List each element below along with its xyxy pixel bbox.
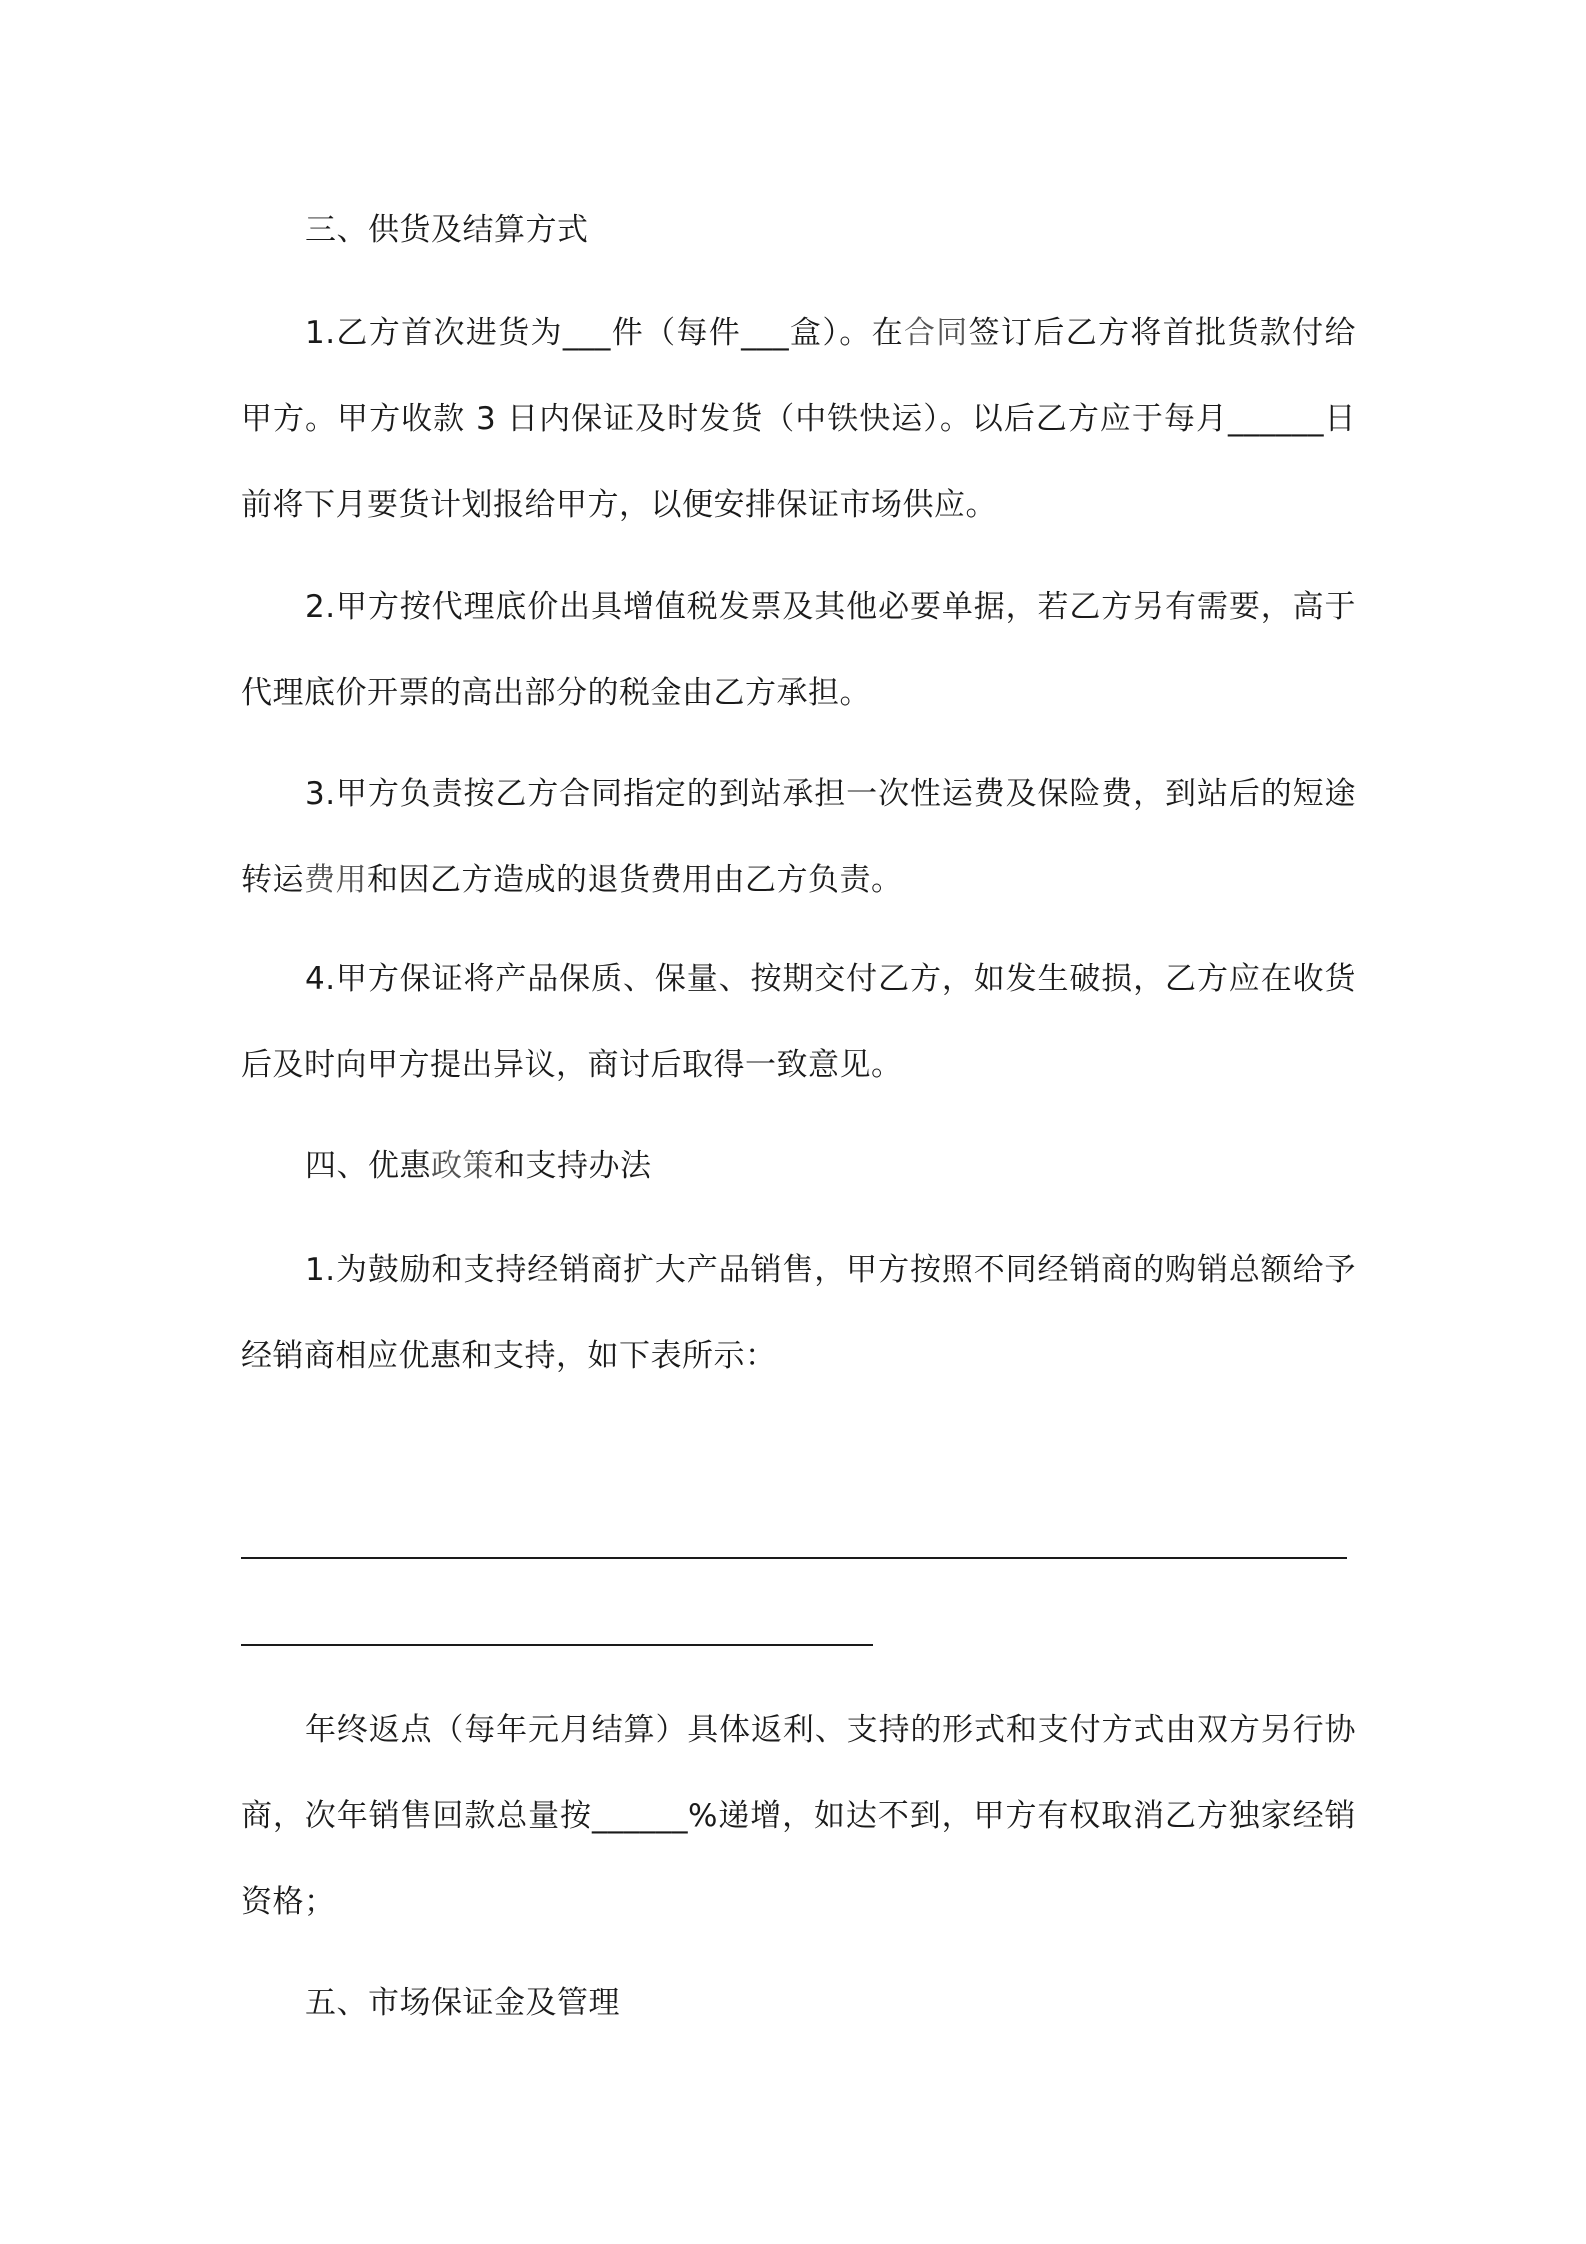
section-4-heading xyxy=(305,1123,1420,1209)
section-5-heading: 五、市场保证金及管理 xyxy=(305,1985,620,2021)
policy-link[interactable]: 政策 xyxy=(431,1148,494,1184)
section-3-heading: 三、供货及结算方式 xyxy=(305,212,589,248)
paragraph-3-3-text-b: 和因乙方造成的退货费用由乙方负责。 xyxy=(367,862,903,898)
blank-fill-line-2 xyxy=(241,1644,873,1646)
section-4-heading-text-a: 四、优惠 xyxy=(305,1148,431,1184)
paragraph-3-3-text-a: 3.甲方负责按乙方合同指定的到站承担一次性运费及保险费，到站后的短途转运 xyxy=(241,776,1356,898)
section-4-heading-text-b: 和支持办法 xyxy=(494,1148,652,1184)
paragraph-year-end-rebate: 年终返点（每年元月结算）具体返利、支持的形式和支付方式由双方另行协商，次年销售回款总量按______%递增，如达不到，甲方有权取消乙方独家经销资格； xyxy=(241,1712,1356,1920)
blank-fill-line-1 xyxy=(241,1557,1347,1559)
paragraph-3-1 xyxy=(241,290,1356,548)
paragraph-3-1-text-b: 签订后乙方将首批货款付给甲方。甲方收款 3 日内保证及时发货（中铁快运）。以后乙方应于每月______日前将下月要货计划报给甲方，以便安排保证市场供应。 xyxy=(241,315,1357,523)
contract-link[interactable]: 合同 xyxy=(903,315,969,351)
fees-link[interactable]: 费用 xyxy=(304,862,367,898)
paragraph-3-1-text-a: 1.乙方首次进货为___件（每件___盒）。在 xyxy=(305,315,904,351)
paragraph-3-3 xyxy=(241,751,1356,923)
paragraph-3-2: 2.甲方按代理底价出具增值税发票及其他必要单据，若乙方另有需要，高于代理底价开票的高出部分的税金由乙方承担。 xyxy=(241,589,1356,711)
paragraph-3-4: 4.甲方保证将产品保质、保量、按期交付乙方，如发生破损，乙方应在收货后及时向甲方提出异议，商讨后取得一致意见。 xyxy=(241,961,1356,1083)
paragraph-4-1: 1.为鼓励和支持经销商扩大产品销售，甲方按照不同经销商的购销总额给予经销商相应优惠和支持，如下表所示： xyxy=(241,1252,1356,1374)
